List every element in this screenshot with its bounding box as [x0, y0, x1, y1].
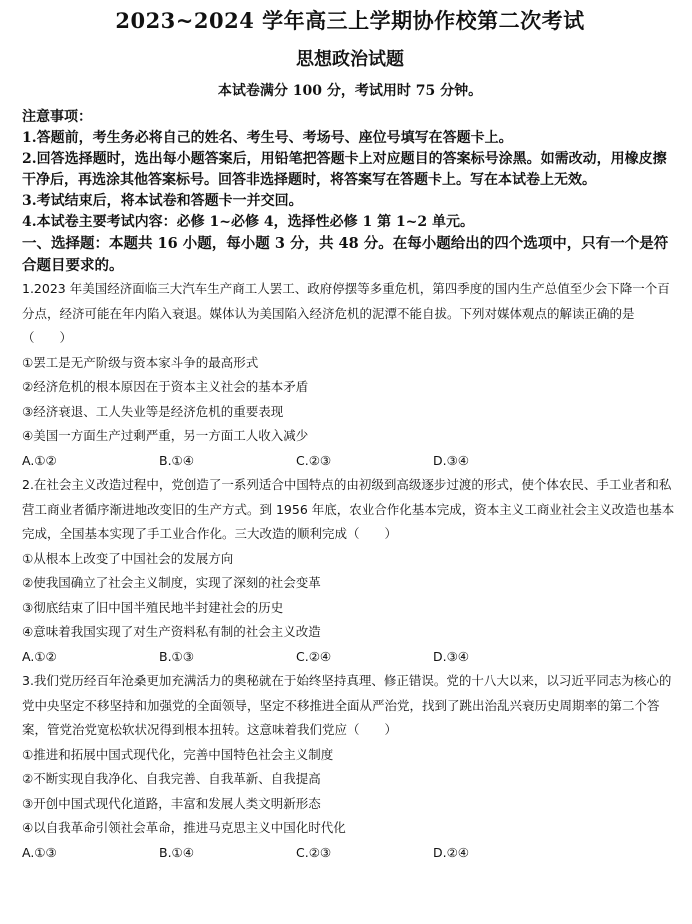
question-1-stem: 1.2023 年美国经济面临三大汽车生产商工人罢工、政府停摆等多重危机，第四季度的国内生产总值至少会下降一个百分点，经济可能在年内陷入衰退。媒体认为美国陷入经济危机的泥潭不能自拔。下列对媒体观点的解读正确的是（ ） [22, 281, 670, 345]
question-statement: ①罢工是无产阶级与资本家斗争的最高形式 [22, 354, 259, 370]
question-2-options [22, 645, 678, 670]
question-3-stem: 3.我们党历经百年沧桑更加充满活力的奥秘就在于始终坚持真理、修正错误。党的十八大以来，以习近平同志为核心的党中央坚定不移坚持和加强党的全面领导，坚定不移推进全面从严治党，找到了跳出治乱兴衰历史周期率的第二个答案，管党治党宽松软状况得到根本扭转。这意味着我们党应（ ） [22, 673, 672, 737]
question-2-stem: 2.在社会主义改造过程中，党创造了一系列适合中国特点的由初级到高级逐步过渡的形式，使个体农民、手工业者和私营工商业者循序渐进地改变旧的生产方式。到 1956 年底，农业合作化基本完成，资本主义工商业社会主义改造也基本完成，全国基本实现了手工业合作化。三大改造的顺利完成（ ） [22, 477, 675, 541]
option-c: C.②③ [296, 452, 332, 468]
question-statement: ②使我国确立了社会主义制度，实现了深刻的社会变革 [22, 575, 321, 590]
option-a: A.①② [22, 648, 57, 664]
question-3-options [22, 841, 678, 866]
option-b: B.①④ [159, 844, 194, 860]
question-statement: ②不断实现自我净化、自我完善、自我革新、自我提高 [22, 771, 321, 786]
notice-heading: 注意事项： [22, 109, 92, 125]
question-statement: ④以自我革命引领社会革命，推进马克思主义中国化时代化 [22, 820, 346, 835]
question-statement: ①推进和拓展中国式现代化，完善中国特色社会主义制度 [22, 746, 334, 762]
notice-item: 3.考试结束后，将本试卷和答题卡一并交回。 [22, 193, 303, 209]
exam-title: 2023~2024 学年高三上学期协作校第二次考试 [115, 8, 585, 33]
subject-title: 思想政治试题 [296, 49, 404, 70]
option-c: C.②④ [296, 648, 332, 664]
option-d: D.③④ [433, 452, 470, 468]
option-a: A.①② [22, 452, 57, 468]
notice-item: 4.本试卷主要考试内容：必修 1~必修 4，选择性必修 1 第 1~2 单元。 [22, 214, 475, 230]
question-1-options [22, 449, 678, 474]
question-statement: ③彻底结束了旧中国半殖民地半封建社会的历史 [22, 599, 284, 615]
option-b: B.①④ [159, 452, 194, 468]
question-statement: ①从根本上改变了中国社会的发展方向 [22, 550, 234, 566]
section-heading: 一、选择题：本题共 16 小题，每小题 3 分，共 48 分。在每小题给出的四个选项中，只有一个是符合题目要求的。 [22, 235, 669, 274]
option-c: C.②③ [296, 844, 332, 860]
question-statement: ④意味着我国实现了对生产资料私有制的社会主义改造 [22, 624, 321, 639]
question-statement: ②经济危机的根本原因在于资本主义社会的基本矛盾 [22, 379, 309, 394]
notice-item: 1.答题前，考生务必将自己的姓名、考生号、考场号、座位号填写在答题卡上。 [22, 130, 513, 146]
option-d: D.②④ [433, 844, 470, 860]
question-statement: ③开创中国式现代化道路，丰富和发展人类文明新形态 [22, 795, 321, 811]
option-a: A.①③ [22, 844, 57, 860]
question-statement: ③经济衰退、工人失业等是经济危机的重要表现 [22, 403, 284, 419]
exam-info: 本试卷满分 100 分，考试用时 75 分钟。 [217, 83, 483, 99]
notice-item: 2.回答选择题时，选出每小题答案后，用铅笔把答题卡上对应题目的答案标号涂黑。如需改动，用橡皮擦干净后，再选涂其他答案标号。回答非选择题时，将答案写在答题卡上。写在本试卷上无效。 [22, 151, 667, 188]
option-b: B.①③ [159, 648, 194, 664]
question-statement: ④美国一方面生产过剩严重，另一方面工人收入减少 [22, 428, 309, 443]
option-d: D.③④ [433, 648, 470, 664]
